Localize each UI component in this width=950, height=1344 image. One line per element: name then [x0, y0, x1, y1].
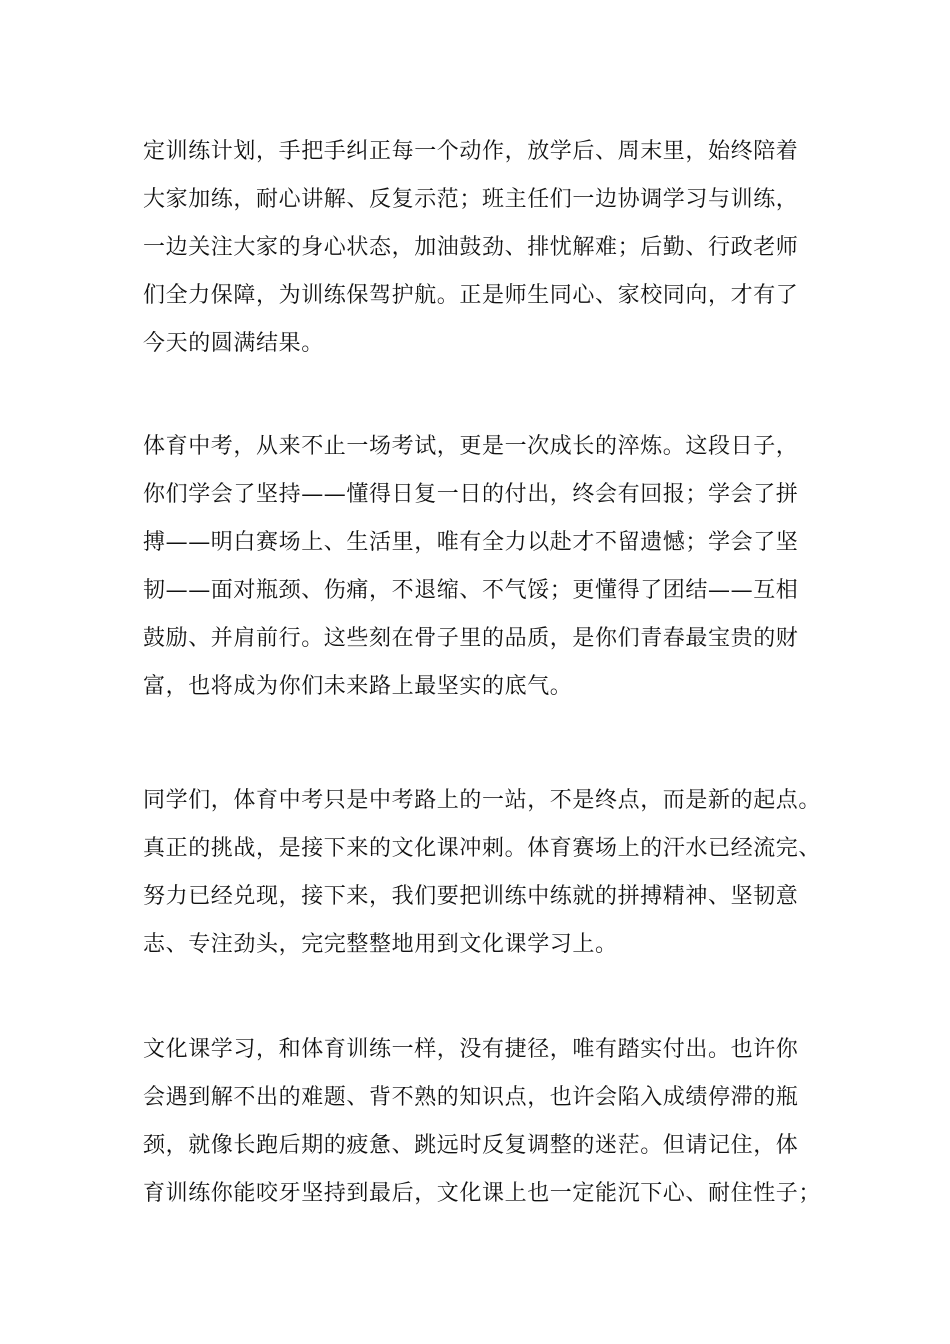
paragraph-line: 颈，就像长跑后期的疲惫、跳远时反复调整的迷茫。但请记住，体	[143, 1133, 799, 1158]
paragraph-line: 韧——面对瓶颈、伤痛，不退缩、不气馁；更懂得了团结——互相	[143, 578, 799, 603]
paragraph-line: 育训练你能咬牙坚持到最后，文化课上也一定能沉下心、耐住性子；	[143, 1181, 822, 1206]
paragraph-line: 努力已经兑现，接下来，我们要把训练中练就的拼搏精神、坚韧意	[143, 884, 799, 909]
paragraph-line: 文化课学习，和体育训练一样，没有捷径，唯有踏实付出。也许你	[143, 1037, 799, 1062]
paragraph-line: 大家加练，耐心讲解、反复示范；班主任们一边协调学习与训练，	[143, 187, 799, 212]
paragraph-line: 们全力保障，为训练保驾护航。正是师生同心、家校同向，才有了	[143, 283, 799, 308]
paragraph-line: 真正的挑战，是接下来的文化课冲刺。体育赛场上的汗水已经流完、	[143, 836, 822, 861]
paragraph-line: 鼓励、并肩前行。这些刻在骨子里的品质，是你们青春最宝贵的财	[143, 626, 799, 651]
paragraph-line: 你们学会了坚持——懂得日复一日的付出，终会有回报；学会了拼	[143, 482, 799, 507]
paragraph-1	[143, 128, 813, 368]
paragraph-3	[143, 777, 822, 969]
paragraph-line: 定训练计划，手把手纠正每一个动作，放学后、周末里，始终陪着	[143, 139, 799, 164]
paragraph-line: 一边关注大家的身心状态，加油鼓劲、排忧解难；后勤、行政老师	[143, 235, 799, 260]
paragraph-line: 体育中考，从来不止一场考试，更是一次成长的淬炼。这段日子，	[143, 434, 799, 459]
paragraph-2	[143, 423, 813, 711]
paragraph-line: 同学们，体育中考只是中考路上的一站，不是终点，而是新的起点。	[143, 788, 822, 813]
paragraph-line: 搏——明白赛场上、生活里，唯有全力以赴才不留遗憾；学会了坚	[143, 530, 799, 555]
paragraph-4	[143, 1026, 822, 1218]
paragraph-line: 今天的圆满结果。	[143, 331, 324, 356]
paragraph-line: 会遇到解不出的难题、背不熟的知识点，也许会陷入成绩停滞的瓶	[143, 1085, 799, 1110]
paragraph-line: 志、专注劲头，完完整整地用到文化课学习上。	[143, 932, 618, 957]
paragraph-line: 富，也将成为你们未来路上最坚实的底气。	[143, 674, 573, 699]
